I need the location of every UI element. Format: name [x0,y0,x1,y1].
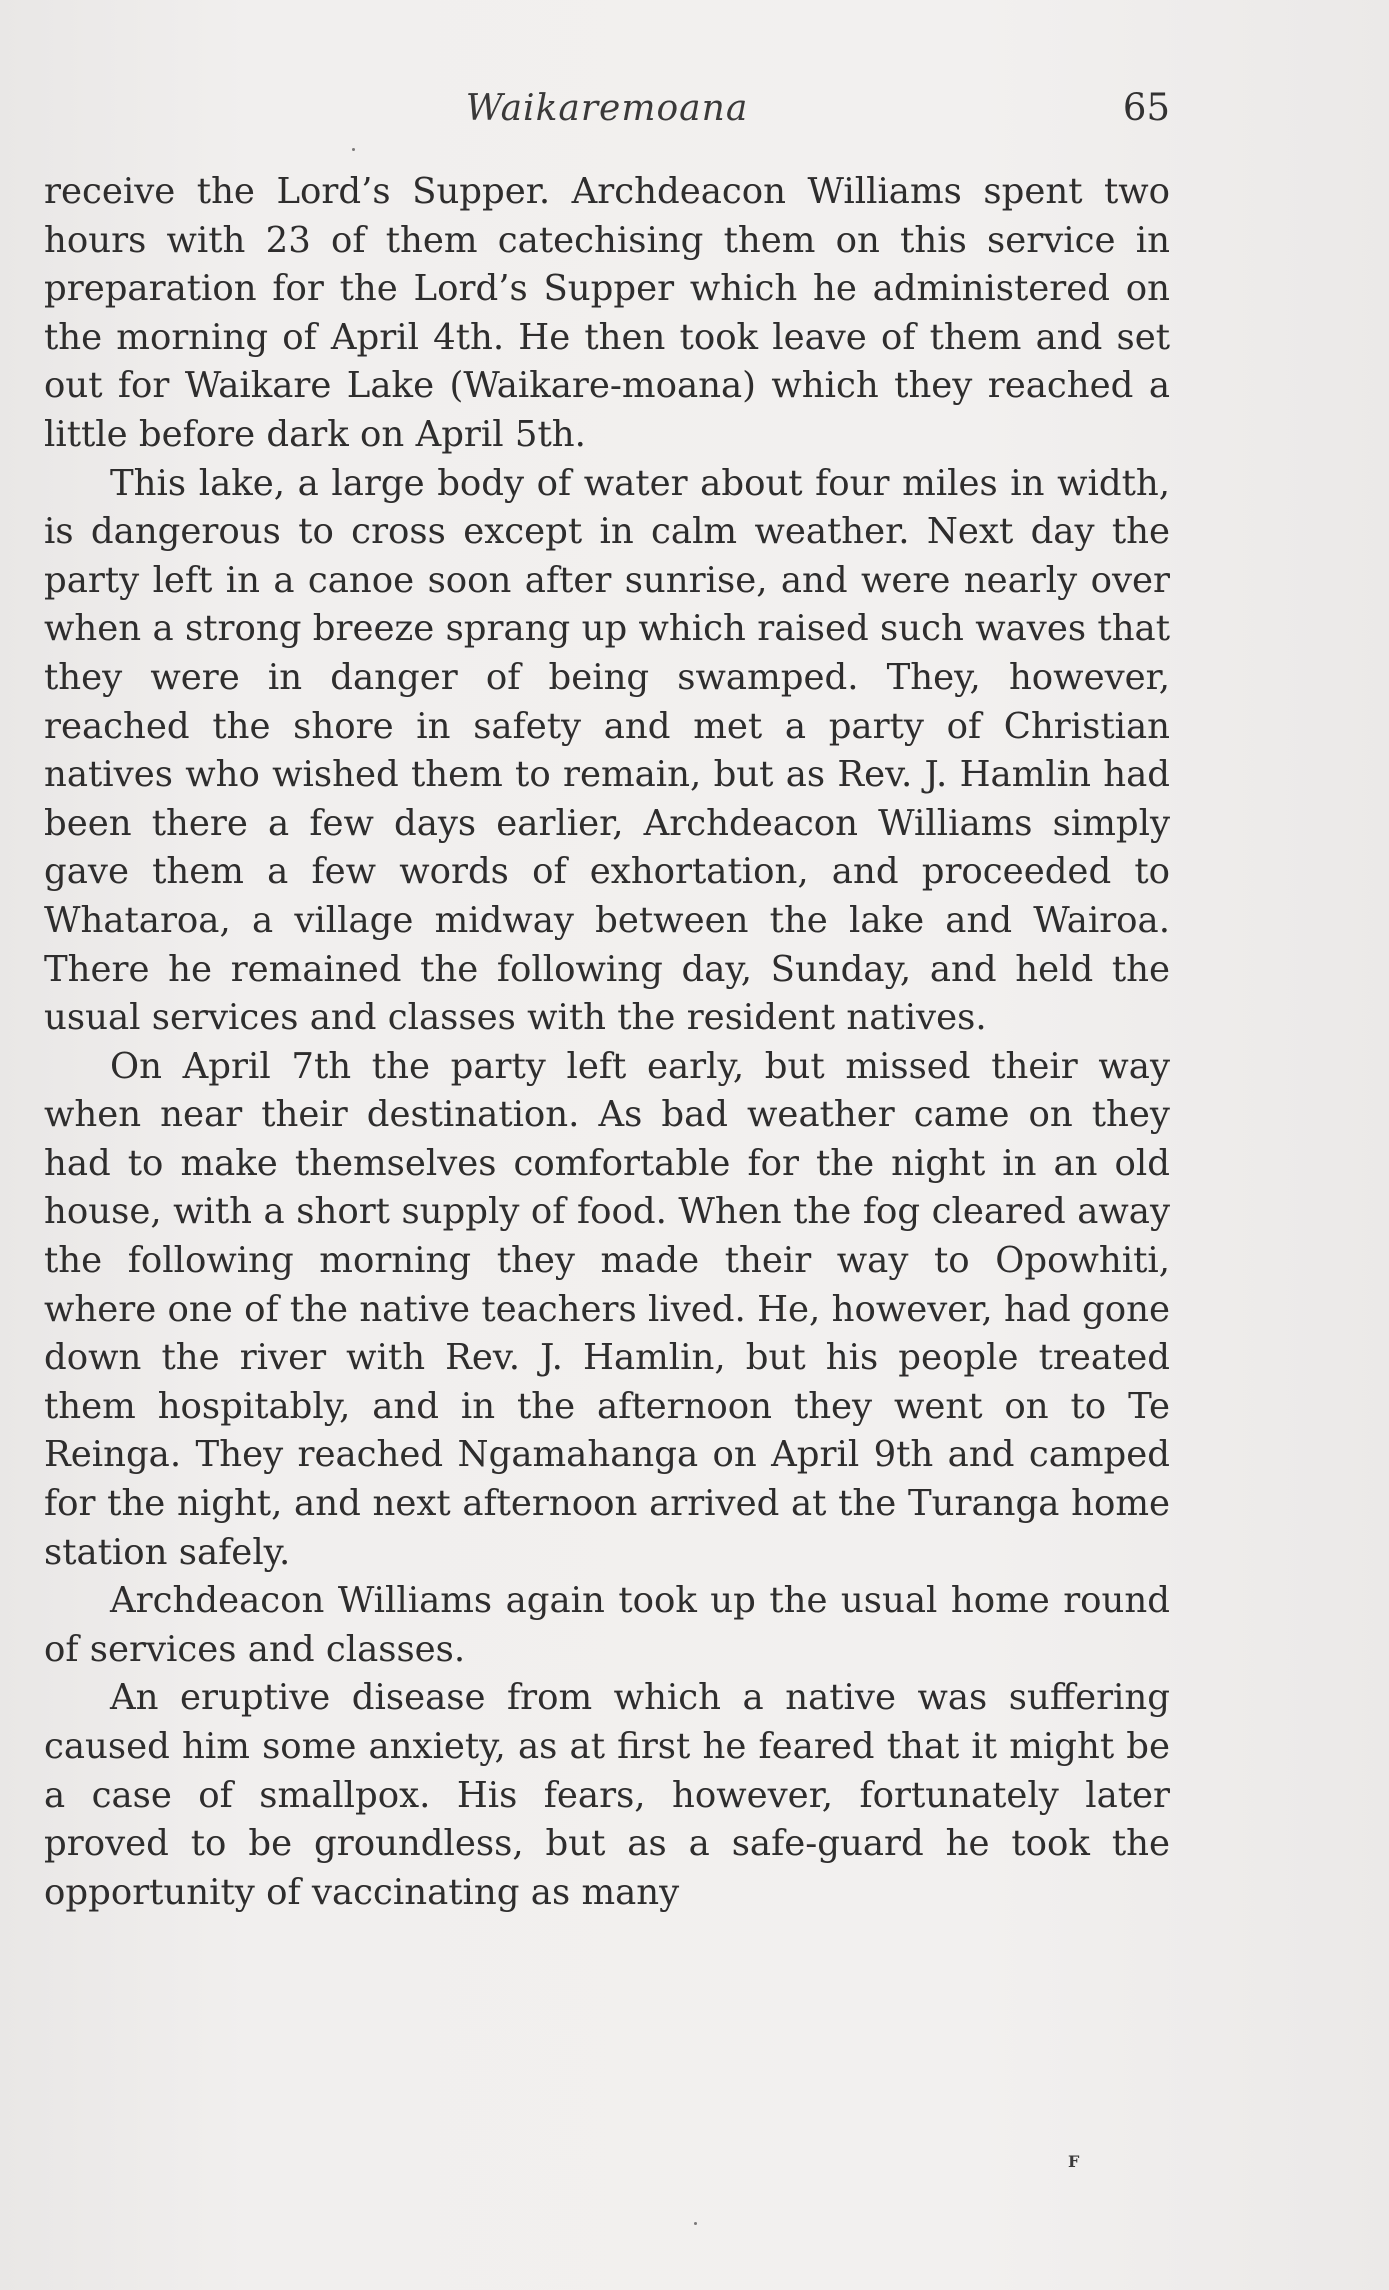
running-title: Waikaremoana [465,88,749,129]
page-header [44,82,1170,142]
paragraph: receive the Lord’s Supper. Archdeacon Williams spent two hours with 23 of them catechising them on this service in preparation for the Lord’s Supper which he administered on the morning of April 4th. He then took leave of them and set out for Waikare Lake (Waikare-moana) which they reached a little before dark on April 5th. [44,171,1170,455]
paragraph: This lake, a large body of water about four miles in width, is dangerous to cross except in calm weather. Next day the party left in a canoe soon after sunrise, and were nearly over when a strong breeze sprang up which raised such waves that they were in danger of being swamped. They, however, reached the shore in safety and met a party of Christian natives who wished them to remain, but as Rev. J. Hamlin had been there a few days earlier, Archdeacon Williams simply gave them a few words of exhortation, and proceeded to Whataroa, a village midway between the lake and Wairoa. There he remained the following day, Sunday, and held the usual services and classes with the resident natives. [44,462,1170,1039]
paragraph: Archdeacon Williams again took up the usual home round of services and classes. [44,1580,1170,1670]
body-text [44,168,1170,1917]
paper-speck [352,148,355,151]
paper-speck [694,2222,697,2225]
paragraph: On April 7th the party left early, but missed their way when near their destination. As bad weather came on they had to make themselves comfortable for the night in an old house, with a short supply of food. When the fog cleared away the following morning they made their way to Opowhiti, where one of the native teachers lived. He, however, had gone down the river with Rev. J. Hamlin, but his people treated them hospitably, and in the afternoon they went on to Te Reinga. They reached Ngamahanga on April 9th and camped for the night, and next afternoon arrived at the Turanga home station safely. [44,1045,1170,1573]
paragraph: An eruptive disease from which a native was suffering caused him some anxiety, as at first he feared that it might be a case of smallpox. His fears, however, fortunately later proved to be groundless, but as a safe-guard he took the opportunity of vaccinating as many [44,1677,1170,1913]
signature-mark: F [1068,2152,1080,2171]
page-number: 65 [1122,86,1170,129]
